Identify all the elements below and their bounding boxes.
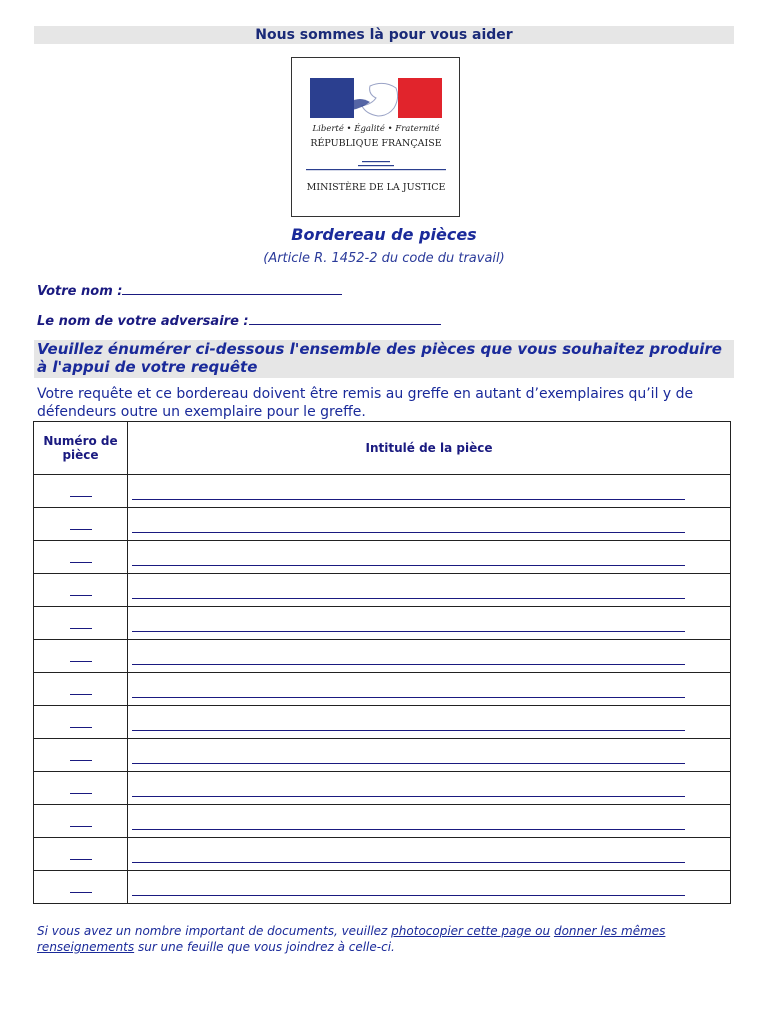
piece-title-cell[interactable] [128,871,731,904]
piece-title-line [132,648,685,665]
footer-note [37,923,737,955]
table-row [34,706,731,739]
piece-title-line [132,846,685,863]
adversary-label: Le nom de votre adversaire : [37,314,249,329]
piece-number-cell[interactable] [34,739,128,772]
piece-title-line [132,681,685,698]
piece-title-line [132,483,685,500]
table-row [34,541,731,574]
footer-link-same-info: donner les mêmes renseignements [37,924,666,954]
adversary-field[interactable] [37,312,441,329]
piece-number-line [70,581,92,596]
piece-number-cell[interactable] [34,706,128,739]
logo-republic: RÉPUBLIQUE FRANÇAISE [310,138,442,149]
name-label: Votre nom : [37,284,123,299]
name-line[interactable] [122,282,342,295]
piece-number-line [70,878,92,893]
piece-title-line [132,879,685,896]
piece-number-line [70,482,92,497]
table-row [34,871,731,904]
piece-title-cell[interactable] [128,673,731,706]
piece-title-cell[interactable] [128,640,731,673]
piece-number-cell[interactable] [34,640,128,673]
footer-text-1: Si vous avez un nombre important de documents, veuillez [37,924,392,938]
footer-text-3: sur une feuille que vous joindrez à celle-ci. [134,940,395,954]
piece-number-line [70,614,92,629]
piece-title-cell[interactable] [128,475,731,508]
piece-title-line [132,747,685,764]
table-body [34,475,731,904]
piece-number-line [70,713,92,728]
piece-title-cell[interactable] [128,772,731,805]
table-row [34,805,731,838]
ministry-logo [291,57,460,217]
piece-number-cell[interactable] [34,508,128,541]
piece-number-line [70,779,92,794]
piece-number-line [70,845,92,860]
table-row [34,508,731,541]
table-row [34,640,731,673]
piece-number-line [70,515,92,530]
table-row [34,574,731,607]
table-row [34,838,731,871]
section-heading: Veuillez énumérer ci-dessous l'ensemble des pièces que vous souhaitez produire à l'appui de votre requête [34,340,734,378]
table-row [34,772,731,805]
piece-number-cell[interactable] [34,541,128,574]
piece-title-line [132,813,685,830]
piece-title-line [132,516,685,533]
document-subtitle: (Article R. 1452-2 du code du travail) [263,251,505,266]
piece-title-cell[interactable] [128,574,731,607]
documents-table [33,421,731,904]
table-row [34,673,731,706]
piece-title-cell[interactable] [128,838,731,871]
piece-number-line [70,647,92,662]
piece-title-line [132,549,685,566]
page-banner: Nous sommes là pour vous aider [34,26,734,44]
table-row [34,607,731,640]
piece-number-line [70,680,92,695]
piece-number-cell[interactable] [34,838,128,871]
logo-ministry: MINISTÈRE DE LA JUSTICE [306,182,446,193]
piece-title-cell[interactable] [128,541,731,574]
piece-title-cell[interactable] [128,739,731,772]
piece-number-cell[interactable] [34,772,128,805]
table-row [34,475,731,508]
name-field[interactable] [37,282,342,299]
piece-number-cell[interactable] [34,871,128,904]
table-row [34,739,731,772]
piece-title-line [132,780,685,797]
piece-number-cell[interactable] [34,673,128,706]
piece-number-cell[interactable] [34,475,128,508]
piece-number-cell[interactable] [34,805,128,838]
piece-number-line [70,548,92,563]
piece-title-line [132,615,685,632]
piece-number-cell[interactable] [34,574,128,607]
piece-title-cell[interactable] [128,805,731,838]
piece-number-line [70,746,92,761]
instructions-text: Votre requête et ce bordereau doivent être remis au greffe en autant d’exemplaires qu’il y de défendeurs outre un exemplaire pour le greffe. [37,386,694,420]
adversary-line[interactable] [249,312,441,325]
column-header-title: Intitulé de la pièce [128,422,731,475]
column-header-number: Numéro de pièce [34,422,128,475]
logo-motto: Liberté • Égalité • Fraternité [312,124,440,134]
piece-number-cell[interactable] [34,607,128,640]
footer-link-photocopy: photocopier cette page ou [391,924,551,938]
piece-title-cell[interactable] [128,706,731,739]
table-header-row [34,422,731,475]
piece-number-line [70,812,92,827]
piece-title-cell[interactable] [128,607,731,640]
piece-title-line [132,582,685,599]
piece-title-line [132,714,685,731]
document-title: Bordereau de pièces [291,225,477,244]
piece-title-cell[interactable] [128,508,731,541]
